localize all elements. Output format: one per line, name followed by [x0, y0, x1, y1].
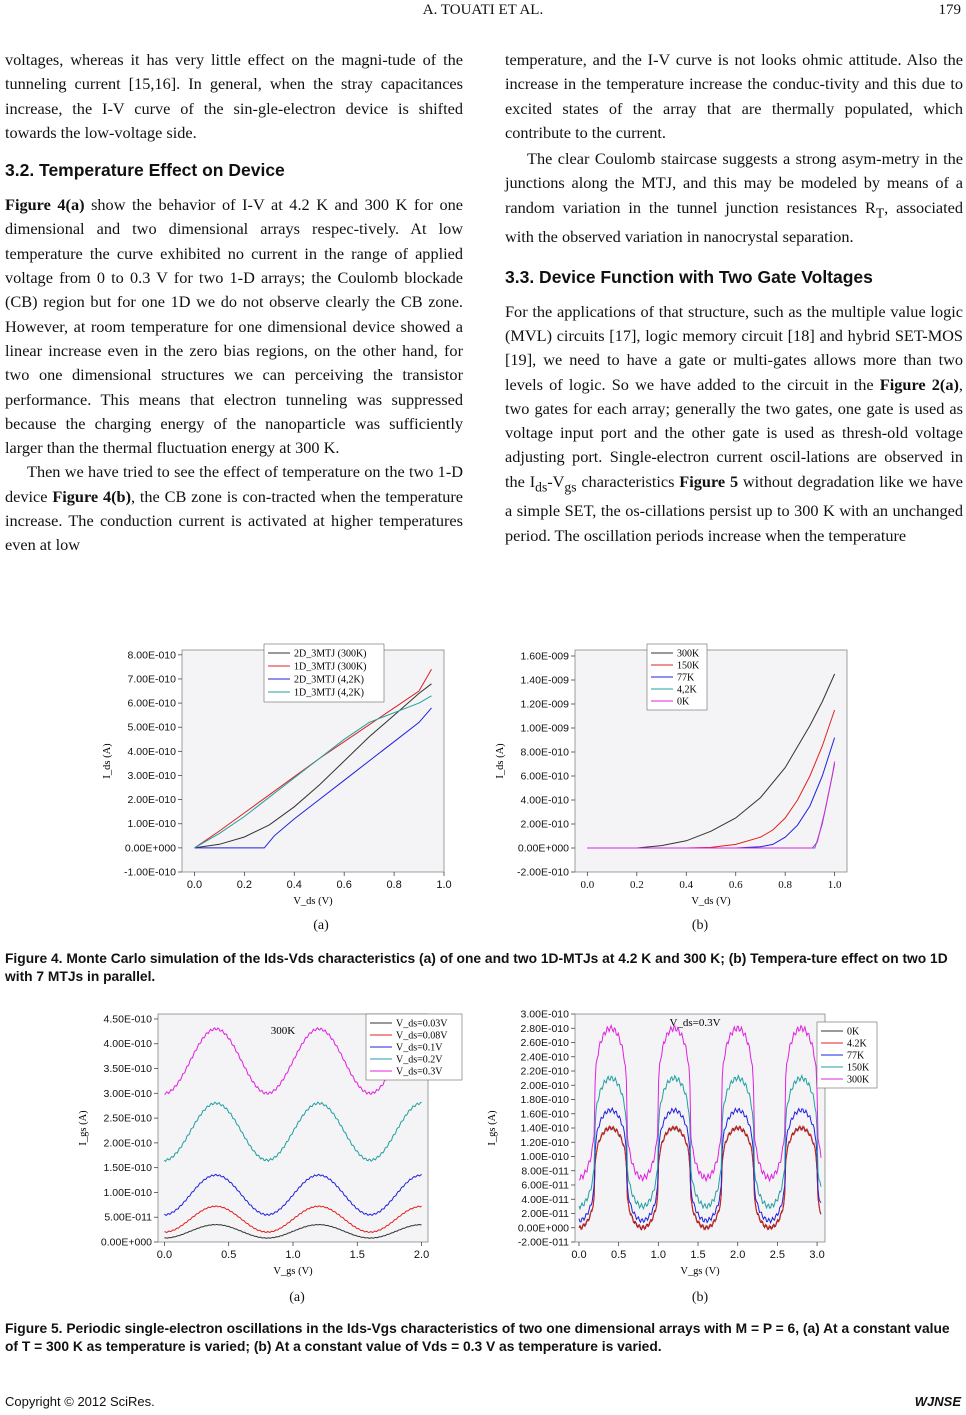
legend: [366, 1014, 462, 1080]
figure-4b-chart: [495, 640, 865, 910]
x-tick-label: 0.6: [728, 879, 743, 891]
left-column: [5, 48, 463, 558]
x-tick-label: 1.0: [650, 1249, 666, 1261]
fig5b-plot: [487, 1009, 877, 1278]
legend-label: 2D_3MTJ (4,2K): [294, 674, 364, 686]
figure-5a-chart: [78, 1010, 470, 1285]
legend-label: 0K: [677, 696, 690, 708]
x-tick-label: 0.6: [336, 879, 352, 891]
y-tick-label: 1.60E-009: [520, 650, 569, 663]
plot-area: [575, 650, 847, 872]
x-tick-label: 2.5: [769, 1249, 786, 1261]
y-tick-label: 2.80E-010: [520, 1022, 569, 1035]
figure-2a-ref[interactable]: Figure 2(a): [879, 374, 959, 394]
legend-label: V_ds=0.08V: [396, 1030, 448, 1042]
right-column: [505, 48, 963, 548]
x-tick-label: 2.0: [730, 1249, 746, 1261]
y-tick-label: 1.80E-010: [520, 1094, 569, 1106]
fig4a-plot: [102, 644, 452, 907]
fig5a-plot: [78, 1013, 462, 1277]
section-3-3-heading: 3.3. Device Function with Two Gate Voltages: [505, 266, 873, 287]
chart-title: 300K: [270, 1025, 296, 1037]
legend-label: 1D_3MTJ (4,2K): [294, 687, 364, 699]
y-tick-label: -2.00E-011: [517, 1236, 569, 1249]
left-paragraph-2: Figure 4(a) show the behavior of I-V at 4.2 K and 300 K for one dimensional and two dimensional arrays respec-tively. At low temperature the curve exhibited no current in the range of applied voltage from 0 to 0.3 V for two 1-D arrays; the Coulomb blockade (CB) region but for one 1D we do not observe clearly the CB zone. However, at room temperature for one dimensional device showed a linear increase even in the zero bias regions, on the other hand, for two one dimensional structures we can perceiving the transistor performance. This means that electron tunneling was suppressed because the charging energy of the nanoparticle was sufficiently larger than the thermal fluctuation energy at 300 K.: [5, 195, 463, 458]
page-number: 179: [938, 2, 961, 18]
legend-label: V_ds=0.2V: [396, 1054, 443, 1066]
running-header: A. TOUATI ET AL.: [422, 2, 544, 18]
y-tick-label: 5.00E-011: [104, 1211, 152, 1224]
y-tick-label: 1.00E-009: [520, 722, 569, 735]
y-tick-label: 4.00E-010: [103, 1038, 152, 1051]
figure-5-caption: Figure 5. Periodic single-electron oscillations in the Ids-Vgs characteristics of two one dimensional arrays with M = P = 6, (a) At a constant value of T = 300 K as temperature is varied; (b) At a constant value of Vds = 0.3 V as temperature is varied.: [5, 1321, 950, 1354]
x-tick-label: 3.0: [809, 1249, 825, 1261]
legend-label: 77K: [677, 672, 695, 684]
footer-copyright: Copyright © 2012 SciRes.: [5, 1394, 155, 1409]
x-tick-label: 0.0: [186, 879, 203, 891]
y-tick-label: 2.20E-010: [520, 1065, 569, 1078]
y-tick-label: -1.00E-010: [124, 866, 176, 879]
legend: [817, 1022, 877, 1088]
legend-label: V_ds=0.03V: [396, 1018, 448, 1030]
x-tick-label: 1.0: [436, 879, 452, 891]
y-tick-label: 4.00E-010: [520, 794, 569, 807]
y-tick-label: 1.00E-010: [103, 1186, 152, 1199]
y-tick-label: 1.50E-010: [103, 1162, 152, 1175]
y-tick-label: 2.00E-010: [520, 818, 569, 831]
y-tick-label: 1.20E-010: [520, 1136, 569, 1149]
left-paragraph-1: voltages, whereas it has very little effect on the magni-tude of the tunneling current [15,16]. In general, when the stray capacitances increase, the I-V curve of the sin-gle-electron device is shifted towards the low-voltage side.: [5, 50, 463, 142]
y-tick-label: 6.00E-010: [127, 697, 176, 710]
y-tick-label: 1.60E-010: [520, 1108, 569, 1121]
y-tick-label: 3.00E-010: [103, 1087, 152, 1100]
legend-label: 150K: [677, 660, 700, 672]
figure-4a-ref[interactable]: Figure 4(a): [5, 195, 85, 215]
figure-4a-chart: [100, 640, 460, 910]
y-tick-label: 0.00E+000: [517, 1222, 569, 1235]
y-axis-label: I_gs (A): [78, 1110, 89, 1146]
y-tick-label: 4.50E-010: [103, 1013, 152, 1026]
legend-label: 2D_3MTJ (300K): [294, 648, 367, 660]
legend-label: 77K: [847, 1050, 865, 1062]
y-axis-label: I_ds (A): [495, 743, 506, 779]
x-axis-label: V_gs (V): [680, 1266, 720, 1277]
y-tick-label: 0.00E+000: [100, 1236, 152, 1249]
right-paragraph-1: temperature, and the I-V curve is not looks ohmic attitude. Also the increase in the temperature increase the conduc-tivity and this due to excited states of the array that are thermally populated, which contribute to the current.: [505, 50, 963, 142]
y-tick-label: -2.00E-010: [517, 866, 569, 879]
x-tick-label: 1.5: [349, 1249, 365, 1261]
legend-label: 150K: [847, 1062, 870, 1074]
x-tick-label: 0.5: [221, 1249, 237, 1261]
figure-4-caption: Figure 4. Monte Carlo simulation of the Ids-Vds characteristics (a) of one and two 1D-MTJs at 4.2 K and 300 K; (b) Tempera-ture effect on two 1D with 7 MTJs in parallel.: [5, 951, 948, 984]
y-tick-label: 8.00E-010: [520, 746, 569, 759]
y-tick-label: 4.00E-010: [127, 745, 176, 758]
y-tick-label: 6.00E-010: [520, 770, 569, 783]
y-tick-label: 3.50E-010: [103, 1063, 152, 1076]
y-tick-label: 1.20E-009: [520, 698, 569, 711]
y-tick-label: 2.50E-010: [103, 1112, 152, 1125]
right-paragraph-2: The clear Coulomb staircase suggests a strong asym-metry in the junctions along the MTJ, and this may be modeled by means of a random variation in the tunnel junction resistances $R_T$, associated with the observed variation in nanocrystal separation.: [505, 149, 963, 247]
x-tick-label: 1.5: [690, 1249, 706, 1261]
legend-label: 0K: [847, 1026, 860, 1038]
y-tick-label: 0.00E+000: [517, 842, 569, 855]
y-tick-label: 6.00E-011: [521, 1179, 569, 1192]
y-tick-label: 1.00E-010: [520, 1151, 569, 1163]
x-tick-label: 0.4: [286, 879, 302, 891]
section-3-2-heading: 3.2. Temperature Effect on Device: [5, 160, 285, 181]
y-tick-label: 2.00E-011: [521, 1208, 569, 1220]
y-tick-label: 1.40E-010: [520, 1122, 569, 1135]
legend-label: 300K: [847, 1074, 870, 1086]
chart-title: V_ds=0.3V: [669, 1017, 721, 1029]
y-tick-label: 2.40E-010: [520, 1051, 569, 1064]
x-tick-label: 0.4: [679, 879, 694, 891]
x-tick-label: 0.8: [778, 879, 793, 891]
legend-label: V_ds=0.3V: [396, 1066, 443, 1078]
figure-4a-label: (a): [313, 918, 329, 933]
legend-label: 1D_3MTJ (300K): [294, 661, 367, 673]
y-tick-label: 5.00E-010: [127, 721, 176, 734]
y-tick-label: 3.00E-010: [127, 769, 176, 782]
x-tick-label: 0.5: [611, 1249, 627, 1261]
y-tick-label: 8.00E-011: [521, 1165, 569, 1178]
y-axis-label: I_gs (A): [487, 1110, 498, 1146]
legend-label: 300K: [677, 648, 700, 660]
x-tick-label: 1.0: [285, 1249, 301, 1261]
y-tick-label: 1.00E-010: [127, 818, 176, 831]
x-tick-label: 0.8: [386, 879, 402, 891]
y-tick-label: 2.00E-010: [127, 794, 176, 807]
right-paragraph-3: For the applications of that structure, such as the multiple value logic (MVL) circuits [17], logic memory circuit [18] and hybrid SET-MOS [19], we need to have a gate or multi-gates allows more than two levels of logic. So we have added to the circuit in the Figure 2(a), two gates for each array; generally the two gates, one gate is used as voltage input port and the other gate is used as thresh-old voltage adjusting port. Single-electron current oscil-lations are observed in the $I_{ds}-V_{gs}$ characteristics Figure 5 without degradation like we have a simple SET, the os-cillations persist up to 300 K with an unchanged period. The oscillation periods increase when the temperature: [505, 301, 963, 545]
fig4b-plot: [495, 644, 847, 907]
x-tick-label: 0.0: [571, 1249, 587, 1261]
y-tick-label: 2.60E-010: [520, 1037, 569, 1049]
figure-4b-ref[interactable]: Figure 4(b): [52, 486, 131, 506]
legend-label: 4,2K: [677, 684, 697, 696]
y-tick-label: 2.00E-010: [103, 1137, 152, 1150]
left-paragraph-3: Then we have tried to see the effect of temperature on the two 1-D device Figure 4(b), the CB zone is con-tracted when the temperature increase. The conduction current is activated at higher temperatures even at low: [5, 462, 463, 555]
x-tick-label: 0.0: [580, 879, 595, 891]
legend-label: V_ds=0.1V: [396, 1042, 443, 1054]
footer-journal: WJNSE: [914, 1394, 961, 1409]
x-tick-label: 0.2: [236, 879, 253, 891]
x-axis-label: V_gs (V): [273, 1266, 313, 1277]
x-axis-label: V_ds (V): [293, 896, 333, 907]
figure-5b-chart: [485, 1010, 885, 1285]
x-tick-label: 1.0: [827, 879, 842, 891]
legend-label: 4.2K: [847, 1038, 867, 1050]
y-tick-label: 0.00E+000: [124, 842, 176, 855]
x-tick-label: 0.2: [629, 879, 644, 891]
figure-5b-label: (b): [691, 1290, 709, 1305]
legend: [647, 644, 707, 710]
y-tick-label: 3.00E-010: [520, 1008, 569, 1021]
y-tick-label: 1.40E-009: [520, 674, 569, 687]
y-tick-label: 8.00E-010: [127, 649, 176, 662]
y-tick-label: 2.00E-010: [520, 1079, 569, 1092]
y-tick-label: 4.00E-011: [521, 1193, 569, 1206]
figure-5-ref[interactable]: Figure 5: [679, 471, 739, 491]
y-tick-label: 7.00E-010: [127, 673, 176, 686]
x-tick-label: 0.0: [156, 1249, 173, 1261]
figure-5a-label: (a): [289, 1290, 305, 1305]
legend: [264, 644, 384, 702]
x-tick-label: 2.0: [413, 1249, 430, 1261]
y-axis-label: I_ds (A): [102, 743, 113, 779]
x-axis-label: V_ds (V): [691, 896, 731, 907]
figure-4b-label: (b): [691, 918, 709, 933]
